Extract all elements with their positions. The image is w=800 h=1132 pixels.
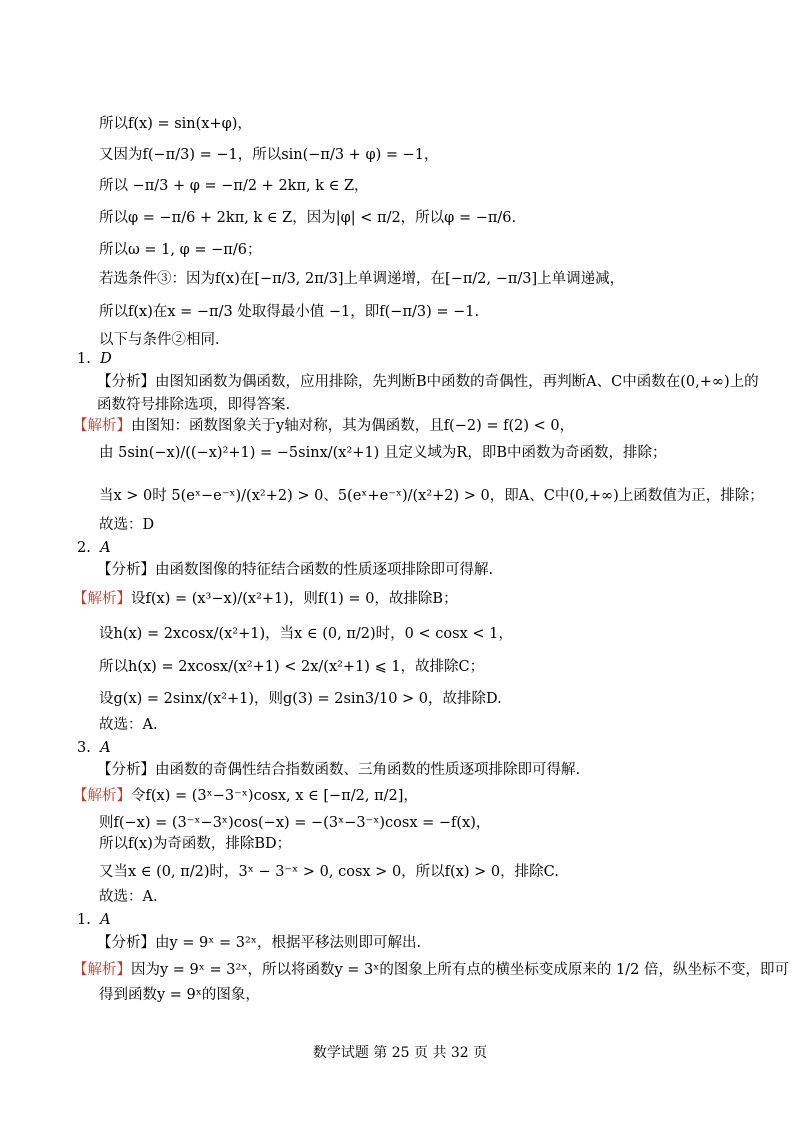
solution-line: 设h(x) = 2xcosx/(x²+1)，当x ∈ (0, π/2)时，0 < cosx < 1， xyxy=(99,626,513,642)
solution-line: 【解析】令f(x) = (3ˣ−3⁻ˣ)cosx, x ∈ [−π/2, π/2]， xyxy=(73,788,418,804)
solution-line: 【解析】由图知：函数图象关于y轴对称，其为偶函数，且f(−2) = f(2) < 0， xyxy=(73,418,575,434)
solution-tag: 【解析】 xyxy=(73,962,131,978)
text-line: 以下与条件②相同. xyxy=(99,332,220,348)
solution-line: 故选：A. xyxy=(99,717,158,733)
solution-line: 所以h(x) = 2xcosx/(x²+1) < 2x/(x²+1) ⩽ 1，故排除C； xyxy=(99,659,485,675)
solution-line: 又当x ∈ (0, π/2)时，3ˣ − 3⁻ˣ > 0, cosx > 0，所以f(x) > 0，排除C. xyxy=(99,864,559,880)
solution-line: 设g(x) = 2sinx/(x²+1)，则g(3) = 2sin3/10 > 0，故排除D. xyxy=(99,691,502,707)
solution-tag: 【解析】 xyxy=(73,591,131,607)
answer: A xyxy=(100,740,111,756)
text-line: 所以 −π/3 + φ = −π/2 + 2kπ, k ∈ Z， xyxy=(99,178,369,194)
solution-tag: 【解析】 xyxy=(73,788,131,804)
problem-number: 3. A xyxy=(77,740,111,756)
answer: A xyxy=(100,540,111,556)
solution-line: 当x > 0时 5(eˣ−e⁻ˣ)/(x²+2) > 0、5(eˣ+e⁻ˣ)/(x²+2) > 0，即A、C中(0,+∞)上函数值为正，排除； xyxy=(99,488,764,504)
analysis-line: 【分析】由函数图像的特征结合函数的性质逐项排除即可得解. xyxy=(97,562,494,578)
solution-line: 所以f(x)为奇函数，排除BD； xyxy=(99,836,292,852)
text-line: 所以f(x) = sin(x+φ)， xyxy=(99,116,252,132)
solution-line: 故选：A. xyxy=(99,889,158,905)
solution-line: 【解析】因为y = 9ˣ = 3²ˣ，所以将函数y = 3ˣ的图象上所有点的横坐标变成原来的 1/2 倍，纵坐标不变，即可 xyxy=(73,962,789,978)
text-line: 若选条件③：因为f(x)在[−π/3, 2π/3]上单调递增，在[−π/2, −π/3]上单调递减， xyxy=(99,271,625,287)
text-line: 所以f(x)在x = −π/3 处取得最小值 −1，即f(−π/3) = −1. xyxy=(99,304,480,320)
solution-line: 【解析】设f(x) = (x³−x)/(x²+1)，则f(1) = 0，故排除B； xyxy=(73,591,458,607)
answer: D xyxy=(100,351,112,367)
analysis-line: 【分析】由图知函数为偶函数，应用排除，先判断B中函数的奇偶性，再判断A、C中函数在(0,+∞)上的 xyxy=(97,374,759,390)
answer: A xyxy=(100,912,111,928)
solution-tag: 【解析】 xyxy=(73,418,131,434)
analysis-line: 【分析】由函数的奇偶性结合指数函数、三角函数的性质逐项排除即可得解. xyxy=(97,762,581,778)
problem-number: 2. A xyxy=(77,540,111,556)
solution-line: 故选：D xyxy=(99,517,155,533)
text-line: 所以ω = 1, φ = −π/6； xyxy=(99,242,262,258)
page-footer: 数学试题 第 25 页 共 32 页 xyxy=(312,1045,488,1061)
text-line: 所以φ = −π/6 + 2kπ, k ∈ Z，因为|φ| < π/2，所以φ = −π/6. xyxy=(99,210,517,226)
analysis-line: 函数符号排除选项，即得答案. xyxy=(97,397,291,413)
text-line: 又因为f(−π/3) = −1，所以sin(−π/3 + φ) = −1， xyxy=(99,147,439,163)
analysis-line: 【分析】由y = 9ˣ = 3²ˣ，根据平移法则即可解出. xyxy=(97,935,422,951)
solution-line: 由 5sin(−x)/((−x)²+1) = −5sinx/(x²+1) 且定义域为R，即B中函数为奇函数，排除； xyxy=(99,445,667,461)
problem-number: 1. D xyxy=(77,351,112,367)
solution-line: 则f(−x) = (3⁻ˣ−3ˣ)cos(−x) = −(3ˣ−3⁻ˣ)cosx = −f(x)， xyxy=(99,815,491,831)
problem-number: 1. A xyxy=(77,912,111,928)
solution-line: 得到函数y = 9ˣ的图象， xyxy=(99,987,260,1003)
